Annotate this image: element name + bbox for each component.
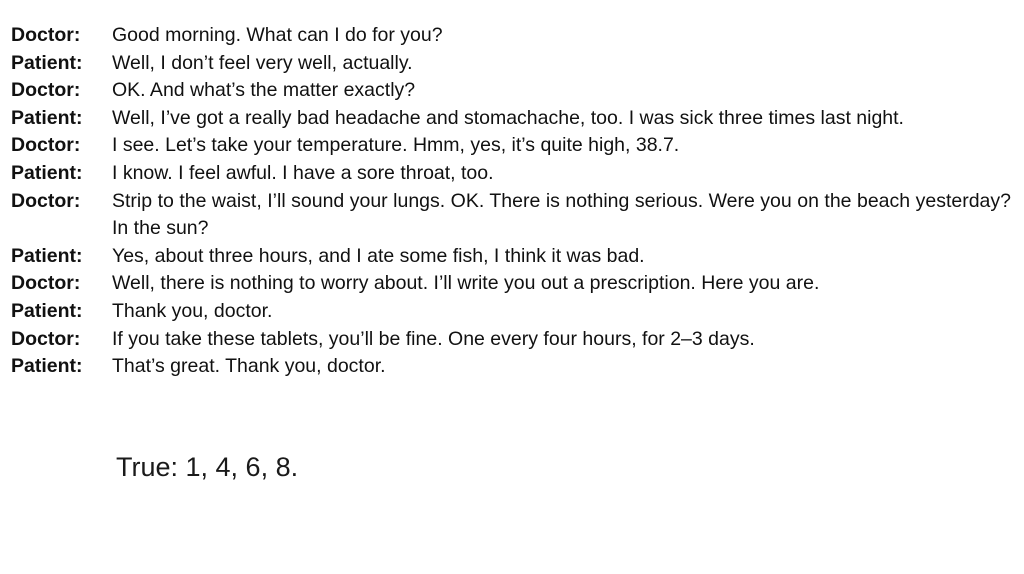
speech-text: Well, I don’t feel very well, actually. — [112, 51, 413, 74]
speech-text: Well, I’ve got a really bad headache and stomachache, too. I was sick three times last night. — [112, 106, 904, 129]
dialogue-line — [11, 160, 1011, 188]
speech-text: OK. And what’s the matter exactly? — [112, 79, 416, 102]
dialogue-transcript — [11, 22, 1011, 381]
speech-text: If you take these tablets, you’ll be fine. One every four hours, for 2–3 days. — [112, 327, 755, 350]
answer-key: True: 1, 4, 6, 8. — [116, 452, 299, 482]
speaker-label: Patient: — [11, 106, 83, 129]
dialogue-line — [11, 105, 1011, 133]
speech-text: I see. Let’s take your temperature. Hmm, yes, it’s quite high, 38.7. — [112, 134, 680, 157]
speech-text: Strip to the waist, I’ll sound your lungs. OK. There is nothing serious. Were you on the beach yesterday? In the sun? — [112, 189, 1011, 240]
speaker-label: Doctor: — [11, 327, 81, 350]
dialogue-line — [11, 298, 1011, 326]
speaker-label: Patient: — [11, 161, 83, 184]
speech-text: I know. I feel awful. I have a sore throat, too. — [112, 161, 494, 184]
dialogue-line — [11, 326, 1011, 354]
speaker-label: Doctor: — [11, 79, 81, 102]
dialogue-line — [11, 77, 1011, 105]
dialogue-line — [11, 270, 1011, 298]
speaker-label: Patient: — [11, 355, 83, 378]
speech-text: Well, there is nothing to worry about. I’ll write you out a prescription. Here you are. — [112, 272, 820, 295]
dialogue-line — [11, 22, 1011, 50]
speech-text: That’s great. Thank you, doctor. — [112, 355, 386, 378]
speaker-label: Patient: — [11, 51, 83, 74]
speaker-label: Doctor: — [11, 134, 81, 157]
dialogue-line — [11, 243, 1011, 271]
speaker-label: Doctor: — [11, 272, 81, 295]
dialogue-line — [11, 188, 1011, 243]
dialogue-line — [11, 50, 1011, 78]
speech-text: Thank you, doctor. — [112, 299, 273, 322]
speech-text: Good morning. What can I do for you? — [112, 24, 443, 46]
speaker-label: Patient: — [11, 299, 83, 322]
dialogue-line — [11, 353, 1011, 381]
speaker-label: Patient: — [11, 244, 83, 267]
speaker-label: Doctor: — [11, 189, 81, 212]
speech-text: Yes, about three hours, and I ate some fish, I think it was bad. — [112, 244, 645, 267]
dialogue-line — [11, 132, 1011, 160]
speaker-label: Doctor: — [11, 24, 81, 46]
